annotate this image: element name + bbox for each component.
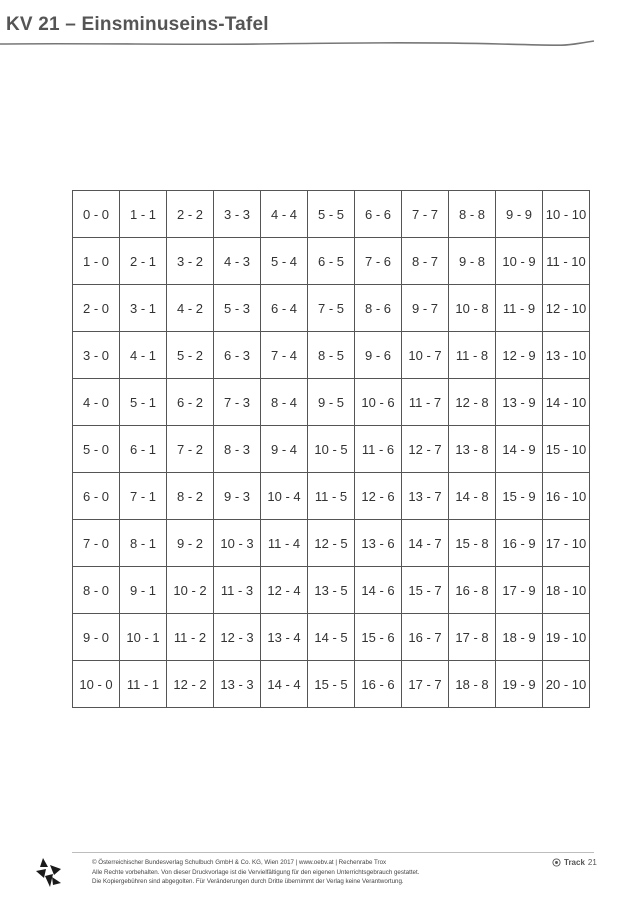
table-cell: 8 - 5 bbox=[308, 332, 355, 379]
table-cell: 12 - 4 bbox=[261, 567, 308, 614]
table-cell: 3 - 0 bbox=[73, 332, 120, 379]
table-row bbox=[73, 567, 590, 614]
track-number: 21 bbox=[587, 858, 597, 867]
table-cell: 9 - 5 bbox=[308, 379, 355, 426]
table-cell: 16 - 8 bbox=[449, 567, 496, 614]
table-cell: 4 - 0 bbox=[73, 379, 120, 426]
table-cell: 5 - 4 bbox=[261, 238, 308, 285]
table-row bbox=[73, 614, 590, 661]
table-cell: 13 - 3 bbox=[214, 661, 261, 708]
table-cell: 7 - 3 bbox=[214, 379, 261, 426]
table-cell: 7 - 7 bbox=[402, 191, 449, 238]
table-cell: 10 - 7 bbox=[402, 332, 449, 379]
table-cell: 17 - 7 bbox=[402, 661, 449, 708]
table-cell: 8 - 6 bbox=[355, 285, 402, 332]
table-row bbox=[73, 379, 590, 426]
table-cell: 14 - 7 bbox=[402, 520, 449, 567]
table-cell: 16 - 6 bbox=[355, 661, 402, 708]
table-row bbox=[73, 191, 590, 238]
table-cell: 6 - 3 bbox=[214, 332, 261, 379]
table-cell: 17 - 10 bbox=[543, 520, 590, 567]
table-cell: 12 - 8 bbox=[449, 379, 496, 426]
table-cell: 5 - 0 bbox=[73, 426, 120, 473]
table-cell: 14 - 8 bbox=[449, 473, 496, 520]
page-title: KV 21 – Einsminuseins-Tafel bbox=[6, 14, 269, 35]
table-cell: 18 - 9 bbox=[496, 614, 543, 661]
table-cell: 2 - 2 bbox=[167, 191, 214, 238]
table-cell: 4 - 1 bbox=[120, 332, 167, 379]
table-cell: 2 - 1 bbox=[120, 238, 167, 285]
table-cell: 0 - 0 bbox=[73, 191, 120, 238]
table-cell: 10 - 9 bbox=[496, 238, 543, 285]
table-cell: 10 - 8 bbox=[449, 285, 496, 332]
table-cell: 13 - 7 bbox=[402, 473, 449, 520]
table-cell: 5 - 1 bbox=[120, 379, 167, 426]
table-cell: 10 - 5 bbox=[308, 426, 355, 473]
table-row bbox=[73, 473, 590, 520]
table-cell: 5 - 3 bbox=[214, 285, 261, 332]
table-cell: 13 - 10 bbox=[543, 332, 590, 379]
table-cell: 7 - 0 bbox=[73, 520, 120, 567]
table-cell: 6 - 0 bbox=[73, 473, 120, 520]
table-cell: 15 - 5 bbox=[308, 661, 355, 708]
table-cell: 12 - 10 bbox=[543, 285, 590, 332]
table-cell: 9 - 6 bbox=[355, 332, 402, 379]
table-cell: 13 - 5 bbox=[308, 567, 355, 614]
copyright-line: Alle Rechte vorbehalten. Von dieser Druckvorlage ist die Vervielfältigung für den eigenen Unterrichtsgebrauch gestattet. bbox=[92, 868, 420, 876]
table-cell: 2 - 0 bbox=[73, 285, 120, 332]
table-cell: 9 - 4 bbox=[261, 426, 308, 473]
table-row bbox=[73, 661, 590, 708]
table-cell: 19 - 10 bbox=[543, 614, 590, 661]
table-cell: 10 - 1 bbox=[120, 614, 167, 661]
table-cell: 6 - 2 bbox=[167, 379, 214, 426]
table-cell: 6 - 6 bbox=[355, 191, 402, 238]
table-cell: 14 - 6 bbox=[355, 567, 402, 614]
table-cell: 5 - 5 bbox=[308, 191, 355, 238]
table-cell: 14 - 4 bbox=[261, 661, 308, 708]
table-cell: 15 - 9 bbox=[496, 473, 543, 520]
table-cell: 3 - 2 bbox=[167, 238, 214, 285]
table-cell: 7 - 4 bbox=[261, 332, 308, 379]
table-cell: 11 - 3 bbox=[214, 567, 261, 614]
table-cell: 11 - 10 bbox=[543, 238, 590, 285]
table-row bbox=[73, 238, 590, 285]
table-cell: 8 - 2 bbox=[167, 473, 214, 520]
table-cell: 17 - 9 bbox=[496, 567, 543, 614]
table-cell: 7 - 5 bbox=[308, 285, 355, 332]
footer-divider bbox=[72, 852, 594, 853]
table-cell: 16 - 10 bbox=[543, 473, 590, 520]
table-cell: 16 - 9 bbox=[496, 520, 543, 567]
table-cell: 11 - 5 bbox=[308, 473, 355, 520]
track-circle-icon bbox=[552, 858, 561, 867]
table-cell: 10 - 10 bbox=[543, 191, 590, 238]
table-cell: 7 - 1 bbox=[120, 473, 167, 520]
table-cell: 8 - 0 bbox=[73, 567, 120, 614]
copyright-line: © Österreichischer Bundesverlag Schulbuch GmbH & Co. KG, Wien 2017 | www.oebv.at | Rechenrabe Trox bbox=[92, 859, 387, 866]
table-row bbox=[73, 285, 590, 332]
table-cell: 8 - 8 bbox=[449, 191, 496, 238]
table-cell: 8 - 1 bbox=[120, 520, 167, 567]
table-cell: 1 - 0 bbox=[73, 238, 120, 285]
table-cell: 12 - 3 bbox=[214, 614, 261, 661]
table-cell: 10 - 2 bbox=[167, 567, 214, 614]
copyright-notice bbox=[92, 858, 512, 887]
table-cell: 8 - 4 bbox=[261, 379, 308, 426]
table-cell: 13 - 4 bbox=[261, 614, 308, 661]
table-cell: 9 - 3 bbox=[214, 473, 261, 520]
table-cell: 12 - 6 bbox=[355, 473, 402, 520]
table-cell: 9 - 8 bbox=[449, 238, 496, 285]
table-cell: 15 - 7 bbox=[402, 567, 449, 614]
table-cell: 10 - 3 bbox=[214, 520, 261, 567]
table-cell: 4 - 3 bbox=[214, 238, 261, 285]
table-cell: 11 - 4 bbox=[261, 520, 308, 567]
table-cell: 14 - 5 bbox=[308, 614, 355, 661]
table-cell: 11 - 9 bbox=[496, 285, 543, 332]
table-cell: 9 - 1 bbox=[120, 567, 167, 614]
table-cell: 10 - 0 bbox=[73, 661, 120, 708]
table-cell: 20 - 10 bbox=[543, 661, 590, 708]
table-cell: 11 - 8 bbox=[449, 332, 496, 379]
table-cell: 13 - 9 bbox=[496, 379, 543, 426]
table-cell: 16 - 7 bbox=[402, 614, 449, 661]
track-label: Track bbox=[564, 858, 585, 867]
table-cell: 18 - 8 bbox=[449, 661, 496, 708]
table-cell: 3 - 3 bbox=[214, 191, 261, 238]
table-row bbox=[73, 426, 590, 473]
table-cell: 8 - 3 bbox=[214, 426, 261, 473]
table-cell: 12 - 2 bbox=[167, 661, 214, 708]
table-cell: 11 - 2 bbox=[167, 614, 214, 661]
table-cell: 9 - 9 bbox=[496, 191, 543, 238]
table-cell: 18 - 10 bbox=[543, 567, 590, 614]
table-cell: 11 - 7 bbox=[402, 379, 449, 426]
table-cell: 8 - 7 bbox=[402, 238, 449, 285]
table-cell: 5 - 2 bbox=[167, 332, 214, 379]
table-row bbox=[73, 332, 590, 379]
table-cell: 13 - 8 bbox=[449, 426, 496, 473]
subtraction-table bbox=[72, 190, 590, 708]
table-cell: 6 - 1 bbox=[120, 426, 167, 473]
table-cell: 7 - 6 bbox=[355, 238, 402, 285]
table-cell: 10 - 4 bbox=[261, 473, 308, 520]
table-cell: 3 - 1 bbox=[120, 285, 167, 332]
table-cell: 12 - 9 bbox=[496, 332, 543, 379]
table-cell: 6 - 5 bbox=[308, 238, 355, 285]
table-cell: 6 - 4 bbox=[261, 285, 308, 332]
table-cell: 14 - 9 bbox=[496, 426, 543, 473]
title-underline bbox=[0, 36, 640, 50]
table-cell: 11 - 6 bbox=[355, 426, 402, 473]
table-cell: 13 - 6 bbox=[355, 520, 402, 567]
table-cell: 15 - 8 bbox=[449, 520, 496, 567]
publisher-star-logo-icon bbox=[34, 856, 64, 890]
table-cell: 17 - 8 bbox=[449, 614, 496, 661]
table-cell: 10 - 6 bbox=[355, 379, 402, 426]
table-cell: 15 - 6 bbox=[355, 614, 402, 661]
table-cell: 4 - 2 bbox=[167, 285, 214, 332]
table-cell: 12 - 5 bbox=[308, 520, 355, 567]
table-cell: 15 - 10 bbox=[543, 426, 590, 473]
copyright-line: Die Kopiergebühren sind abgegolten. Für Veränderungen durch Dritte übernimmt der Verlag keine Verantwortung. bbox=[92, 878, 404, 886]
table-cell: 9 - 2 bbox=[167, 520, 214, 567]
table-cell: 19 - 9 bbox=[496, 661, 543, 708]
table-cell: 14 - 10 bbox=[543, 379, 590, 426]
track-badge bbox=[552, 858, 597, 867]
table-row bbox=[73, 520, 590, 567]
table-cell: 9 - 7 bbox=[402, 285, 449, 332]
table-cell: 9 - 0 bbox=[73, 614, 120, 661]
table-cell: 4 - 4 bbox=[261, 191, 308, 238]
table-cell: 7 - 2 bbox=[167, 426, 214, 473]
table-cell: 1 - 1 bbox=[120, 191, 167, 238]
table-cell: 11 - 1 bbox=[120, 661, 167, 708]
table-cell: 12 - 7 bbox=[402, 426, 449, 473]
